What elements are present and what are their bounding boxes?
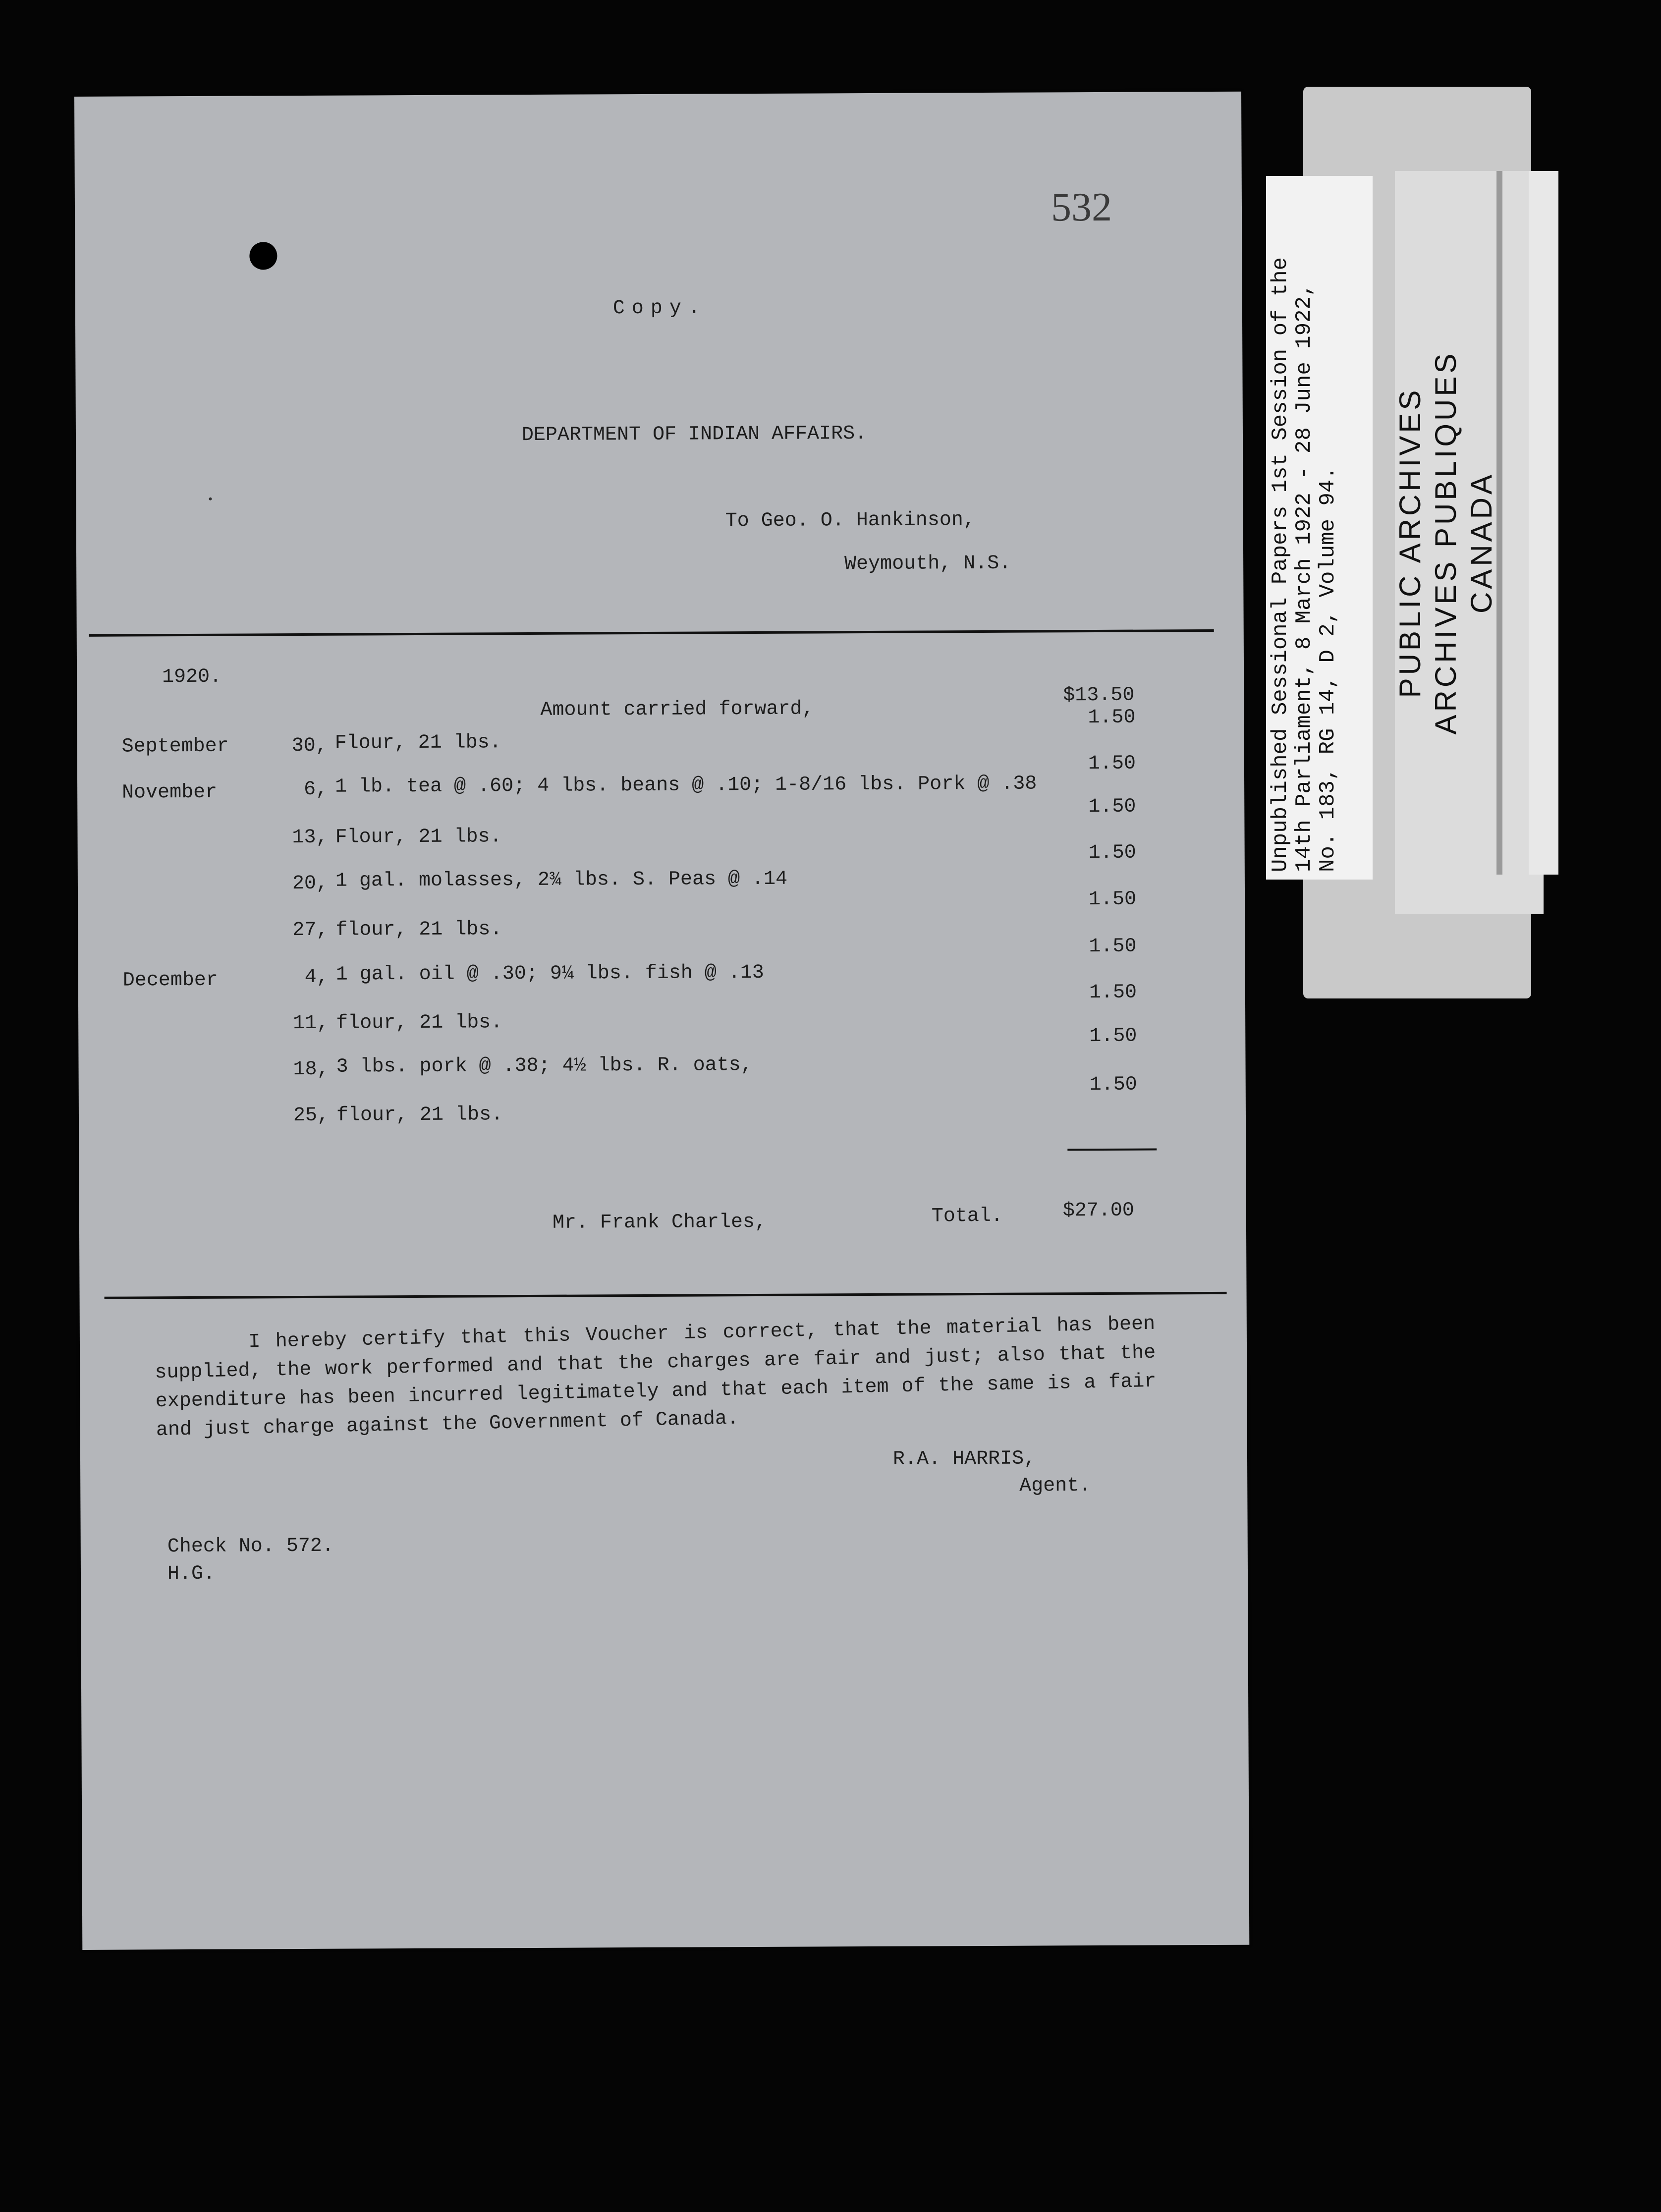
entry-amount: 1.50 <box>1088 706 1136 729</box>
ledger-row <box>79 1073 1246 1127</box>
entry-amount: 1.50 <box>1089 1025 1137 1048</box>
signatory-title: Agent. <box>1019 1475 1091 1497</box>
sum-underline <box>1067 1148 1157 1151</box>
entry-amount: 1.50 <box>1089 981 1137 1004</box>
ledger-row <box>78 935 1245 992</box>
entry-description: 1 gal. molasses, 2¾ lbs. S. Peas @ .14 <box>335 868 788 892</box>
carried-forward-label: Amount carried forward, <box>540 698 814 721</box>
total-amount: $27.00 <box>1062 1199 1134 1222</box>
entry-description: Flour, 21 lbs. <box>334 731 501 755</box>
entry-amount: 1.50 <box>1089 1073 1137 1097</box>
divider-bottom <box>105 1292 1227 1299</box>
total-label: Total. <box>931 1205 1003 1228</box>
voucher-page <box>74 92 1249 1950</box>
archive-line-2: 14th Parliament, 8 March 1922 - 28 June 1922, <box>1292 283 1317 872</box>
punch-hole <box>249 242 277 270</box>
check-number: Check No. 572. <box>167 1535 334 1558</box>
entry-day: 27, <box>292 919 329 942</box>
entry-amount: 1.50 <box>1089 935 1137 958</box>
entry-amount: 1.50 <box>1088 752 1136 775</box>
signatory-name: R.A. HARRIS, <box>892 1447 1036 1471</box>
ledger-row <box>78 1025 1245 1081</box>
entry-description: flour, 21 lbs. <box>335 918 502 941</box>
entry-amount: 1.50 <box>1088 841 1136 865</box>
ledger-row <box>78 841 1245 895</box>
archive-line-3: No. 183, RG 14, D 2, Volume 94. <box>1316 466 1340 872</box>
ledger-row <box>77 795 1244 849</box>
archive-stamp-line-2: ARCHIVES PUBLIQUES <box>1429 350 1462 735</box>
entry-amount: 1.50 <box>1088 795 1136 819</box>
ledger-row <box>77 752 1244 804</box>
entry-description: flour, 21 lbs. <box>336 1011 503 1035</box>
entry-description: flour, 21 lbs. <box>336 1104 503 1127</box>
entry-day: 25, <box>293 1104 330 1127</box>
divider-top <box>89 629 1214 637</box>
entry-description: Flour, 21 lbs. <box>335 826 502 849</box>
entry-description: 3 lbs. pork @ .38; 4½ lbs. R. oats, <box>336 1054 753 1078</box>
certification-paragraph: I hereby certify that this Voucher is correct, that the material has been supplied, the work performed and that the charges are fair and just; also that the expenditure has been incurred legitimately and that each item of the same is a fair and just charge against the Government of Canada. <box>155 1313 1157 1442</box>
paper-speck <box>209 498 212 500</box>
archive-tab-edge <box>1529 171 1558 875</box>
carried-forward-amount: $13.50 <box>1063 684 1135 707</box>
entry-day: 20, <box>292 872 329 895</box>
entry-description: 1 lb. tea @ .60; 4 lbs. beans @ .10; 1-8/16 lbs. Pork @ .38 <box>334 773 1037 798</box>
entry-day: 6, <box>303 778 328 801</box>
copy-heading: Copy. <box>612 297 708 320</box>
archive-stamp-line-3: CANADA <box>1465 471 1498 614</box>
entry-day: 13, <box>292 826 328 849</box>
recipient-name: To Geo. O. Hankinson, <box>725 509 975 533</box>
archive-line-1: Unpublished Sessional Papers 1st Session of the <box>1268 257 1293 872</box>
ledger-year: 1920. <box>162 665 222 689</box>
archive-reference-text <box>1269 257 1340 872</box>
entry-month: November <box>122 781 218 804</box>
ledger-row <box>78 888 1245 942</box>
archive-stamp <box>1392 334 1499 751</box>
entry-month: September <box>121 735 229 758</box>
entry-day: 4, <box>304 966 329 989</box>
entry-day: 11, <box>293 1012 329 1035</box>
entry-day: 30, <box>291 734 328 758</box>
clerk-initials: H.G. <box>167 1562 216 1586</box>
entry-day: 18, <box>293 1058 329 1081</box>
ledger-row <box>78 981 1245 1035</box>
archive-stamp-line-1: PUBLIC ARCHIVES <box>1393 387 1427 698</box>
payee-name: Mr. Frank Charles, <box>552 1211 767 1234</box>
entry-description: 1 gal. oil @ .30; 9¼ lbs. fish @ .13 <box>335 961 764 986</box>
entry-amount: 1.50 <box>1088 888 1137 911</box>
department-heading: DEPARTMENT OF INDIAN AFFAIRS. <box>521 423 867 447</box>
entry-month: December <box>122 969 218 992</box>
recipient-location: Weymouth, N.S. <box>844 552 1011 576</box>
folio-number: 532 <box>1051 184 1112 230</box>
